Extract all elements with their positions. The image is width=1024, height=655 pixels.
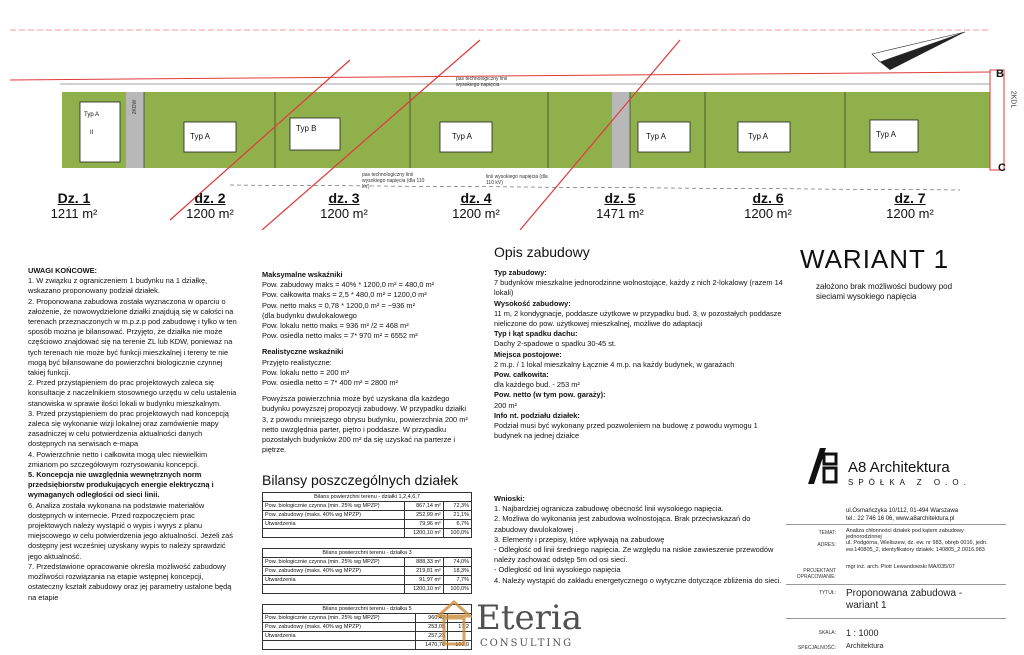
indicator-line: Przyjęto realistyczne: bbox=[262, 357, 332, 367]
building-label: Typ B bbox=[296, 124, 317, 133]
tb-label: TEMAT: bbox=[818, 530, 836, 536]
lot-name: dz. 5 bbox=[604, 190, 636, 206]
remark-item: 1. W związku z ograniczeniem 1 budynku na 1 działkę, wskazano proponowany podział działek. bbox=[28, 276, 208, 296]
building-roman: II bbox=[90, 130, 94, 136]
remarks-section bbox=[28, 266, 238, 603]
table-cell: 74,0% bbox=[443, 558, 471, 567]
indicator-line: Pow. całkowita maks = 2,5 * 480,0 m² = 1200,0 m² bbox=[262, 290, 427, 300]
conclusions-title: Wnioski: bbox=[494, 494, 525, 503]
desc-text: 2 m.p. / 1 lokal mieszkalny Łącznie 4 m.p. na każdy budynek, w garażach bbox=[494, 359, 735, 369]
table-cell: 7,7% bbox=[443, 576, 471, 585]
eteria-logo-icon bbox=[436, 598, 472, 648]
table-cell: 6,7% bbox=[443, 520, 471, 529]
desc-text: dla każdego bud. - 253 m² bbox=[494, 380, 580, 390]
lot-name: dz. 7 bbox=[894, 190, 926, 206]
indicator-note: Powyższa powierzchnia może być uzyskana dla każdego budynku powyższej propozycji zabudowy. W przypadku działki 3, z powodu mniejszego obrysu budynku, powierzchnia 200 m² netto uwzględnia parter, piętro i poddasze. W przypadku pozostałych budynków 200 m² da się uzyskać na parterze i piętrze. bbox=[262, 394, 468, 455]
tb-label: PROJEKTANT OPRACOWANIE: bbox=[796, 568, 836, 580]
building-label: Typ A bbox=[190, 132, 211, 141]
lot-area: 1200 m² bbox=[186, 206, 234, 221]
remark-item: 7. Przedstawione opracowanie określa możliwość zabudowy możliwości rozwiązania na etapie wstępnej koncepcji, ostateczny kształt zabudowy oraz jej parametry ustalone będą na etapie bbox=[28, 561, 232, 602]
remark-item: 5. Koncepcja nie uwzględnia wewnętrznych norm przedsiębiorstw produkujących energie elektryczną i wymaganych odległości od sieci linii. bbox=[28, 470, 214, 500]
lot-name: Dz. 1 bbox=[57, 190, 91, 206]
tb-value: ul. Podgórna, Wieliszew, dz. ew. nr 983, obręb 0016, jedn. ew.140805_2, identyfikatory działek: 140805_2.0016.983 bbox=[846, 540, 988, 553]
conclusion-item: - Odległość od linii średniego napięcia. Ze względu na niskie zawieszenie przewodów należy zachować odstęp 5m od osi sieci. bbox=[494, 545, 774, 565]
table-header: Bilans powierzchni terenu - działki 1,2,4,6,7 bbox=[263, 493, 472, 502]
desc-heading: Typ i kąt spadku dachu: bbox=[494, 329, 578, 339]
remark-item: 4. Powierzchnie netto i całkowita mogą ulec niewielkim zmianom po szczegółowym rozrysowaniu koncepcji. bbox=[28, 449, 208, 469]
site-plan-drawing bbox=[0, 0, 1024, 230]
desc-heading: Wysokość zabudowy: bbox=[494, 298, 571, 308]
company-address: ul.Osmańczyka 10/112, 01-494 Warszawa bbox=[846, 508, 959, 514]
watermark-name: Eteria bbox=[476, 598, 583, 638]
company-contact: tel.: 22 746 16 06, www.a8architektura.pl bbox=[846, 516, 955, 522]
desc-text: 7 budynków mieszkalne jednorodzinne wolnostojące, każdy z nich 2-lokalowy (razem 14 lokali) bbox=[494, 278, 783, 298]
table-cell: Pow. zabudowy (maks. 40% wg MPZP) bbox=[263, 567, 405, 576]
marker-c: C bbox=[998, 162, 1006, 174]
table-cell: 72,3% bbox=[443, 502, 471, 511]
desc-text: Podział musi być wykonany przed pozwoleniem na budowę z powodu wymogu 1 budynek na jednej działce bbox=[494, 421, 758, 441]
table-cell: 18,3% bbox=[443, 567, 471, 576]
table-header: Bilans powierzchni terenu - działka 3 bbox=[263, 549, 472, 558]
company-name: A8 Architektura bbox=[848, 459, 950, 476]
table-cell: 867,14 m² bbox=[404, 502, 443, 511]
table-cell: Utwardzenia bbox=[263, 576, 405, 585]
conclusion-item: 2. Możliwa do wykonania jest zabudowa wolnostojąca. Brak przeciwskazań do zabudowy dwulokalowej . bbox=[494, 514, 751, 534]
lot-area: 1200 m² bbox=[320, 206, 368, 221]
variant-subtitle: założono brak możliwości budowy pod sieciami wysokiego napięcia bbox=[816, 282, 953, 301]
description-title: Opis zabudowy bbox=[494, 244, 590, 260]
indicator-line: (dla budynku dwulokalowego bbox=[262, 310, 357, 320]
lot-name: dz. 2 bbox=[194, 190, 226, 206]
annotation-top: pas technologiczny linii wysokiego napięcia bbox=[456, 76, 508, 88]
indicator-line: Pow. osiedla netto maks = 7* 970 m² = 6552 m² bbox=[262, 331, 418, 341]
indicators-title: Maksymalne wskaźniki bbox=[262, 270, 343, 279]
desc-text: 11 m, 2 kondygnacje, poddasze użytkowe w przypadku bud. 3, w pozostałych poddasze nieliczone do pow. użytkowej mieszkalnej, możliwe do adaptacji bbox=[494, 308, 782, 329]
conclusion-item: 1. Najbardziej ogranicza zabudowę obecność linii wysokiego napięcia. bbox=[494, 504, 724, 514]
remark-item: 2. Proponowana zabudowa została wyznaczona w oparciu o założenie, że nowowydzielone działki znajdują się w całości na terenach przeznaczonych w m.p.z.p pod zabudowę i tylko w ten sposób można je bilansować. Przyjęto, że działka nie może częściowo znajdować się na terenie ZL lub KDW, ponieważ na tych terenach nie może być funkcji mieszkalnej i tereny te nie mogą być bilansowane do powierzchni biologicznie czynnej takiej funkcji. bbox=[28, 296, 237, 378]
table-total: 1200,10 m² bbox=[404, 529, 443, 538]
table-cell: Utwardzenia bbox=[263, 520, 405, 529]
balance-table-2 bbox=[262, 548, 472, 594]
lot-area: 1200 m² bbox=[452, 206, 500, 221]
lot-name: dz. 3 bbox=[328, 190, 360, 206]
tb-label: SKALA: bbox=[818, 630, 836, 636]
table-cell: Pow. biologicznie czynna (min. 25% wg MPZP) bbox=[263, 614, 416, 623]
site-plan bbox=[0, 0, 1024, 230]
table-cell: 91,97 m² bbox=[404, 576, 443, 585]
building-label: Typ A bbox=[84, 112, 100, 118]
table-total: 1470,70 bbox=[416, 641, 448, 650]
a8-logo-icon bbox=[806, 446, 840, 486]
table-cell: Pow. zabudowy (maks. 40% wg MPZP) bbox=[263, 511, 405, 520]
conclusion-item: 4. Należy wystąpić do zakładu energetycznego o wytyczne dotyczące zbliżenia do sieci. bbox=[494, 575, 782, 585]
building-label: Typ A bbox=[748, 132, 769, 141]
real-indicators-title: Realistyczne wskaźniki bbox=[262, 347, 344, 357]
desc-heading: Pow. całkowita: bbox=[494, 370, 549, 380]
table-cell: 960,42 bbox=[416, 614, 448, 623]
description-section bbox=[494, 268, 784, 441]
table-total: 1200,10 m² bbox=[404, 585, 443, 594]
indicators-section bbox=[262, 270, 474, 455]
indicator-line: Pow. osiedla netto = 7* 400 m² = 2800 m² bbox=[262, 378, 398, 388]
table-cell: 21,1% bbox=[443, 511, 471, 520]
conclusion-item: - Odległość od linii wysokiego napięcia bbox=[494, 565, 621, 575]
road-label-right: 2KDL bbox=[1009, 90, 1017, 109]
indicator-line: Pow. lokalu netto = 200 m² bbox=[262, 367, 350, 377]
table-cell: Pow. biologicznie czynna (min. 25% wg MPZP) bbox=[263, 558, 405, 567]
lot-name: dz. 4 bbox=[460, 190, 492, 206]
desc-text: 200 m² bbox=[494, 400, 518, 410]
conclusion-item: 3. Elementy i przepisy, które wpływają na zabudowę bbox=[494, 534, 665, 544]
building-label: Typ A bbox=[876, 130, 897, 139]
tb-label: ADRES: bbox=[817, 542, 836, 548]
remark-item: 3. Przed przystąpieniem do prac projektowych nad koncepcją zaleca się wykonanie wizji lokalnej oraz zamówienie mapy zasadniczej w celu potwierdzenia aktualności danych dostępnych na serwisach e-mapa bbox=[28, 408, 229, 449]
marker-b: B bbox=[996, 68, 1004, 80]
table-cell: 252,99 m² bbox=[404, 511, 443, 520]
tb-label: TYTUŁ: bbox=[818, 590, 836, 596]
lot-area: 1200 m² bbox=[886, 206, 934, 221]
table-header: Bilans powierzchni terenu - działka 5 bbox=[263, 605, 472, 614]
indicator-line: Pow. netto maks = 0,78 * 1200,0 m² = ~936 m² bbox=[262, 300, 416, 310]
balance-title: Bilansy poszczególnych działek bbox=[262, 472, 459, 488]
table-cell: 253,05 bbox=[416, 623, 448, 632]
table-cell: Pow. biologicznie czynna (min. 25% wg MPZP) bbox=[263, 502, 405, 511]
indicator-line: Pow. lokalu netto maks = 936 m² /2 = 468 m² bbox=[262, 321, 409, 331]
building-label: Typ A bbox=[452, 132, 473, 141]
remark-item: 6. Analiza została wykonana na podstawie materiałów dostępnych w internecie. Przed rozpoczęciem prac projektowych należy wystąpić o wypis i wyrys z planu miejscowego w celu potwierdzenia jego aktualności. Jeżeli zaś dostępny jest wcześniej uzyskany wypis to należy sprawdzić jego aktualność. bbox=[28, 500, 233, 561]
tb-value: Architektura bbox=[846, 643, 884, 650]
table-total: 100,0 bbox=[447, 641, 471, 650]
remark-item: 2. Przed przystąpieniem do prac projektowych zaleca się konsultacje z naczelnikiem stosownego urzędu w celu ustalenia stanowiska w sprawie ilości lokali w budynku mieszkalnym. bbox=[28, 378, 237, 408]
desc-heading: Miejsca postojowe: bbox=[494, 349, 562, 359]
tb-value: Analiza chłonności działek pod kątem zabudowy jednorodzinnej bbox=[846, 528, 964, 540]
building-label: Typ A bbox=[646, 132, 667, 141]
table-cell: 257,23 bbox=[416, 632, 448, 641]
indicator-line: Pow. zabudowy maks = 40% * 1200,0 m² = 480,0 m² bbox=[262, 280, 435, 290]
table-cell: 888,33 m² bbox=[404, 558, 443, 567]
desc-heading: Pow. netto (w tym pow. garaży): bbox=[494, 390, 606, 400]
lot-area: 1471 m² bbox=[596, 206, 644, 221]
desc-heading: Typ zabudowy: bbox=[494, 268, 547, 277]
table-cell: 79,96 m² bbox=[404, 520, 443, 529]
table-total: 100,0% bbox=[443, 585, 471, 594]
remarks-title: UWAGI KOŃCOWE: bbox=[28, 266, 97, 275]
tb-value: 1 : 1000 bbox=[846, 628, 879, 638]
lot-area: 1200 m² bbox=[744, 206, 792, 221]
balance-table-1 bbox=[262, 492, 472, 538]
table-cell: Utwardzenia bbox=[263, 632, 416, 641]
road-label: 2KDW bbox=[132, 99, 139, 115]
table-total: 100,0% bbox=[443, 529, 471, 538]
table-cell: 17,2 bbox=[447, 623, 471, 632]
annotation-bottom: pas technologiczny linii wysokiego napięcia (dla 110 kV) bbox=[362, 172, 425, 190]
company-sub: SPÓŁKA Z O.O. bbox=[848, 478, 971, 487]
lot-name: dz. 6 bbox=[752, 190, 784, 206]
north-arrow-icon bbox=[872, 32, 965, 70]
desc-text: Dachy 2-spadowe o spadku 30-45 st. bbox=[494, 339, 617, 349]
variant-title: WARIANT 1 bbox=[800, 244, 950, 274]
lot-area: 1211 m² bbox=[50, 206, 98, 221]
tb-value: mgr inż. arch. Piotr Lewandowski MA/035/07 bbox=[846, 564, 955, 570]
tb-value: Proponowana zabudowa - wariant 1 bbox=[846, 588, 963, 611]
desc-heading: Info nt. podziału działek: bbox=[494, 410, 580, 420]
table-cell: Pow. zabudowy (maks. 40% wg MPZP) bbox=[263, 623, 416, 632]
table-cell: 219,81 m² bbox=[404, 567, 443, 576]
watermark-sub: CONSULTING bbox=[480, 638, 574, 649]
conclusions-section bbox=[494, 494, 784, 586]
tb-label: SPECJALNOŚĆ: bbox=[797, 645, 836, 651]
right-boundary bbox=[990, 70, 1004, 170]
annotation-bottom-2: linii wysokiego napięcia (dla 110 kV) bbox=[486, 174, 548, 186]
